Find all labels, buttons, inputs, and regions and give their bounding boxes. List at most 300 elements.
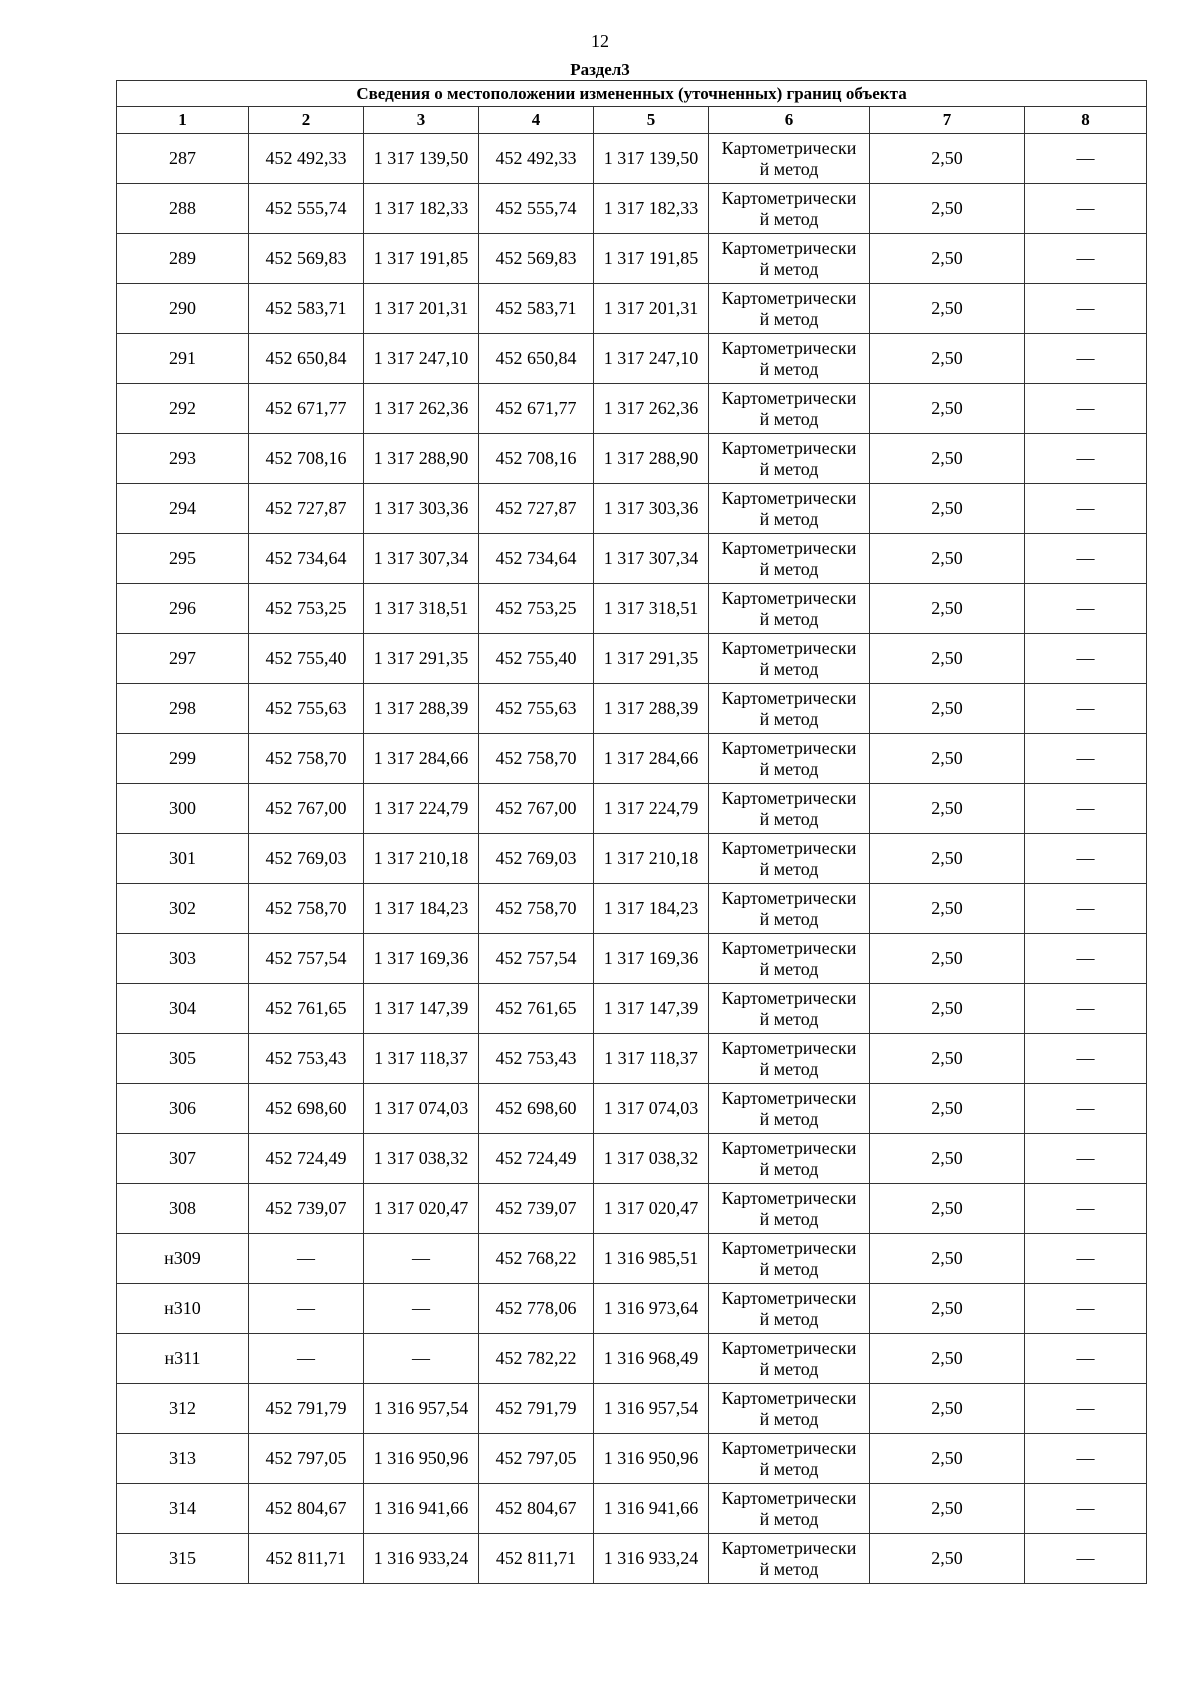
method-cell — [709, 734, 870, 784]
y-new-cell: 1 317 038,32 — [594, 1134, 709, 1184]
y-new-cell: 1 317 201,31 — [594, 284, 709, 334]
table-row — [117, 1234, 1147, 1284]
x-old-cell: 452 804,67 — [249, 1484, 364, 1534]
method-line-2: й метод — [759, 358, 819, 379]
y-old-cell: 1 316 933,24 — [364, 1534, 479, 1584]
y-old-cell: 1 317 262,36 — [364, 384, 479, 434]
method-cell — [709, 1534, 870, 1584]
y-new-cell: 1 317 182,33 — [594, 184, 709, 234]
col8-cell: — — [1025, 1284, 1147, 1334]
method-line-2: й метод — [759, 1208, 819, 1229]
x-new-cell: 452 739,07 — [479, 1184, 594, 1234]
precision-cell: 2,50 — [870, 1384, 1025, 1434]
y-old-cell: 1 317 224,79 — [364, 784, 479, 834]
x-old-cell: 452 811,71 — [249, 1534, 364, 1584]
y-new-cell: 1 317 224,79 — [594, 784, 709, 834]
x-old-cell: — — [249, 1284, 364, 1334]
method-line-1: Картометрически — [721, 737, 857, 758]
column-header-5: 5 — [594, 107, 709, 134]
method-cell — [709, 184, 870, 234]
method-cell — [709, 1334, 870, 1384]
table-row — [117, 1034, 1147, 1084]
x-old-cell: 452 583,71 — [249, 284, 364, 334]
column-header-3: 3 — [364, 107, 479, 134]
table-row — [117, 634, 1147, 684]
method-cell — [709, 384, 870, 434]
table-row — [117, 1184, 1147, 1234]
precision-cell: 2,50 — [870, 1534, 1025, 1584]
precision-cell: 2,50 — [870, 534, 1025, 584]
precision-cell: 2,50 — [870, 1434, 1025, 1484]
y-new-cell: 1 316 941,66 — [594, 1484, 709, 1534]
y-old-cell: 1 317 074,03 — [364, 1084, 479, 1134]
method-line-2: й метод — [759, 758, 819, 779]
x-new-cell: 452 811,71 — [479, 1534, 594, 1584]
point-number: 296 — [117, 584, 249, 634]
y-new-cell: 1 316 973,64 — [594, 1284, 709, 1334]
table-row — [117, 684, 1147, 734]
x-new-cell: 452 753,43 — [479, 1034, 594, 1084]
y-old-cell: — — [364, 1284, 479, 1334]
method-cell — [709, 484, 870, 534]
table-row — [117, 1134, 1147, 1184]
x-new-cell: 452 767,00 — [479, 784, 594, 834]
y-old-cell: 1 317 182,33 — [364, 184, 479, 234]
point-number: 303 — [117, 934, 249, 984]
method-line-1: Картометрически — [721, 437, 857, 458]
method-line-2: й метод — [759, 1408, 819, 1429]
y-new-cell: 1 317 147,39 — [594, 984, 709, 1034]
method-line-1: Картометрически — [721, 387, 857, 408]
precision-cell: 2,50 — [870, 284, 1025, 334]
method-cell — [709, 1284, 870, 1334]
point-number: 288 — [117, 184, 249, 234]
col8-cell: — — [1025, 784, 1147, 834]
point-number: 304 — [117, 984, 249, 1034]
table-row — [117, 484, 1147, 534]
y-new-cell: 1 317 169,36 — [594, 934, 709, 984]
column-header-7: 7 — [870, 107, 1025, 134]
table-row — [117, 584, 1147, 634]
x-new-cell: 452 734,64 — [479, 534, 594, 584]
precision-cell: 2,50 — [870, 1034, 1025, 1084]
table-row — [117, 384, 1147, 434]
precision-cell: 2,50 — [870, 484, 1025, 534]
point-number: 297 — [117, 634, 249, 684]
method-line-2: й метод — [759, 658, 819, 679]
x-new-cell: 452 724,49 — [479, 1134, 594, 1184]
col8-cell: — — [1025, 1184, 1147, 1234]
method-line-2: й метод — [759, 458, 819, 479]
y-new-cell: 1 317 020,47 — [594, 1184, 709, 1234]
method-line-2: й метод — [759, 1008, 819, 1029]
x-old-cell: 452 650,84 — [249, 334, 364, 384]
col8-cell: — — [1025, 284, 1147, 334]
x-new-cell: 452 769,03 — [479, 834, 594, 884]
x-old-cell: 452 727,87 — [249, 484, 364, 534]
table-body — [117, 134, 1147, 1584]
precision-cell: 2,50 — [870, 784, 1025, 834]
point-number: 289 — [117, 234, 249, 284]
table-row — [117, 984, 1147, 1034]
x-old-cell: 452 724,49 — [249, 1134, 364, 1184]
method-cell — [709, 1034, 870, 1084]
point-number: 295 — [117, 534, 249, 584]
x-old-cell: 452 755,63 — [249, 684, 364, 734]
method-line-1: Картометрически — [721, 237, 857, 258]
y-new-cell: 1 317 118,37 — [594, 1034, 709, 1084]
method-line-2: й метод — [759, 1508, 819, 1529]
x-new-cell: 452 650,84 — [479, 334, 594, 384]
method-cell — [709, 1434, 870, 1484]
point-number: 300 — [117, 784, 249, 834]
x-new-cell: 452 758,70 — [479, 734, 594, 784]
x-old-cell: 452 698,60 — [249, 1084, 364, 1134]
table-row — [117, 534, 1147, 584]
y-old-cell: 1 317 291,35 — [364, 634, 479, 684]
precision-cell: 2,50 — [870, 1284, 1025, 1334]
coordinates-table — [116, 80, 1147, 1584]
y-old-cell: 1 317 303,36 — [364, 484, 479, 534]
method-cell — [709, 434, 870, 484]
y-new-cell: 1 316 933,24 — [594, 1534, 709, 1584]
y-new-cell: 1 317 288,90 — [594, 434, 709, 484]
column-header-4: 4 — [479, 107, 594, 134]
method-line-1: Картометрически — [721, 1337, 857, 1358]
method-line-2: й метод — [759, 908, 819, 929]
method-line-1: Картометрически — [721, 937, 857, 958]
precision-cell: 2,50 — [870, 1084, 1025, 1134]
y-old-cell: 1 317 020,47 — [364, 1184, 479, 1234]
method-line-2: й метод — [759, 958, 819, 979]
table-row — [117, 834, 1147, 884]
y-old-cell: — — [364, 1234, 479, 1284]
method-line-2: й метод — [759, 1258, 819, 1279]
y-new-cell: 1 317 262,36 — [594, 384, 709, 434]
y-old-cell: 1 317 118,37 — [364, 1034, 479, 1084]
x-old-cell: 452 569,83 — [249, 234, 364, 284]
method-cell — [709, 534, 870, 584]
y-new-cell: 1 317 318,51 — [594, 584, 709, 634]
y-new-cell: 1 317 210,18 — [594, 834, 709, 884]
point-number: 307 — [117, 1134, 249, 1184]
x-new-cell: 452 757,54 — [479, 934, 594, 984]
method-cell — [709, 834, 870, 884]
table-row — [117, 884, 1147, 934]
method-cell — [709, 284, 870, 334]
method-line-2: й метод — [759, 158, 819, 179]
y-old-cell: 1 317 169,36 — [364, 934, 479, 984]
point-number: 312 — [117, 1384, 249, 1434]
method-line-1: Картометрически — [721, 637, 857, 658]
method-line-1: Картометрически — [721, 687, 857, 708]
y-old-cell: 1 317 307,34 — [364, 534, 479, 584]
method-line-2: й метод — [759, 1558, 819, 1579]
y-new-cell: 1 317 184,23 — [594, 884, 709, 934]
x-old-cell: 452 671,77 — [249, 384, 364, 434]
method-cell — [709, 1084, 870, 1134]
table-row — [117, 734, 1147, 784]
point-number: 305 — [117, 1034, 249, 1084]
method-line-1: Картометрически — [721, 1437, 857, 1458]
x-new-cell: 452 698,60 — [479, 1084, 594, 1134]
y-new-cell: 1 317 284,66 — [594, 734, 709, 784]
col8-cell: — — [1025, 584, 1147, 634]
col8-cell: — — [1025, 984, 1147, 1034]
precision-cell: 2,50 — [870, 934, 1025, 984]
col8-cell: — — [1025, 1134, 1147, 1184]
x-old-cell: 452 708,16 — [249, 434, 364, 484]
point-number: 315 — [117, 1534, 249, 1584]
method-line-1: Картометрически — [721, 787, 857, 808]
point-number: н310 — [117, 1284, 249, 1334]
col8-cell: — — [1025, 134, 1147, 184]
x-new-cell: 452 755,40 — [479, 634, 594, 684]
method-line-2: й метод — [759, 608, 819, 629]
table-row — [117, 1484, 1147, 1534]
table-row — [117, 1284, 1147, 1334]
precision-cell: 2,50 — [870, 184, 1025, 234]
method-line-1: Картометрически — [721, 137, 857, 158]
y-new-cell: 1 317 139,50 — [594, 134, 709, 184]
table-caption: Сведения о местоположении измененных (уточненных) границ объекта — [117, 81, 1147, 107]
col8-cell: — — [1025, 934, 1147, 984]
y-new-cell: 1 317 303,36 — [594, 484, 709, 534]
table-row — [117, 434, 1147, 484]
precision-cell: 2,50 — [870, 734, 1025, 784]
col8-cell: — — [1025, 734, 1147, 784]
method-line-1: Картометрически — [721, 1137, 857, 1158]
x-new-cell: 452 583,71 — [479, 284, 594, 334]
method-line-2: й метод — [759, 258, 819, 279]
method-line-1: Картометрически — [721, 1087, 857, 1108]
x-old-cell: 452 753,43 — [249, 1034, 364, 1084]
x-new-cell: 452 555,74 — [479, 184, 594, 234]
x-new-cell: 452 755,63 — [479, 684, 594, 734]
point-number: 306 — [117, 1084, 249, 1134]
y-old-cell: 1 316 941,66 — [364, 1484, 479, 1534]
point-number: 291 — [117, 334, 249, 384]
table-row — [117, 184, 1147, 234]
y-old-cell: 1 317 210,18 — [364, 834, 479, 884]
point-number: 313 — [117, 1434, 249, 1484]
x-old-cell: 452 791,79 — [249, 1384, 364, 1434]
col8-cell: — — [1025, 684, 1147, 734]
y-new-cell: 1 317 074,03 — [594, 1084, 709, 1134]
col8-cell: — — [1025, 1434, 1147, 1484]
method-cell — [709, 1384, 870, 1434]
column-header-2: 2 — [249, 107, 364, 134]
x-new-cell: 452 671,77 — [479, 384, 594, 434]
y-new-cell: 1 316 950,96 — [594, 1434, 709, 1484]
col8-cell: — — [1025, 1034, 1147, 1084]
section-title: Раздел3 — [570, 60, 630, 79]
col8-cell: — — [1025, 334, 1147, 384]
y-new-cell: 1 316 985,51 — [594, 1234, 709, 1284]
point-number: 293 — [117, 434, 249, 484]
x-old-cell: — — [249, 1334, 364, 1384]
column-header-8: 8 — [1025, 107, 1147, 134]
col8-cell: — — [1025, 834, 1147, 884]
point-number: 301 — [117, 834, 249, 884]
x-new-cell: 452 797,05 — [479, 1434, 594, 1484]
method-line-2: й метод — [759, 708, 819, 729]
method-cell — [709, 234, 870, 284]
method-cell — [709, 884, 870, 934]
method-line-1: Картометрически — [721, 837, 857, 858]
col8-cell: — — [1025, 884, 1147, 934]
method-line-1: Картометрически — [721, 1287, 857, 1308]
method-line-1: Картометрически — [721, 1187, 857, 1208]
precision-cell: 2,50 — [870, 634, 1025, 684]
column-header-6: 6 — [709, 107, 870, 134]
x-new-cell: 452 492,33 — [479, 134, 594, 184]
method-line-1: Картометрически — [721, 887, 857, 908]
x-new-cell: 452 804,67 — [479, 1484, 594, 1534]
column-header-row — [117, 107, 1147, 134]
y-old-cell: 1 317 284,66 — [364, 734, 479, 784]
y-old-cell: 1 317 201,31 — [364, 284, 479, 334]
x-old-cell: 452 758,70 — [249, 734, 364, 784]
method-line-1: Картометрически — [721, 337, 857, 358]
x-old-cell: 452 758,70 — [249, 884, 364, 934]
x-new-cell: 452 761,65 — [479, 984, 594, 1034]
col8-cell: — — [1025, 634, 1147, 684]
x-new-cell: 452 569,83 — [479, 234, 594, 284]
point-number: 287 — [117, 134, 249, 184]
point-number: 292 — [117, 384, 249, 434]
method-cell — [709, 634, 870, 684]
precision-cell: 2,50 — [870, 134, 1025, 184]
method-line-2: й метод — [759, 508, 819, 529]
point-number: н311 — [117, 1334, 249, 1384]
precision-cell: 2,50 — [870, 1234, 1025, 1284]
page-number: 12 — [591, 31, 609, 51]
method-line-2: й метод — [759, 408, 819, 429]
method-cell — [709, 334, 870, 384]
method-cell — [709, 1134, 870, 1184]
y-new-cell: 1 317 247,10 — [594, 334, 709, 384]
method-cell — [709, 934, 870, 984]
method-cell — [709, 584, 870, 634]
method-line-2: й метод — [759, 1358, 819, 1379]
method-cell — [709, 1184, 870, 1234]
method-line-2: й метод — [759, 1308, 819, 1329]
y-old-cell: 1 317 288,39 — [364, 684, 479, 734]
method-line-1: Картометрически — [721, 1487, 857, 1508]
method-line-1: Картометрически — [721, 987, 857, 1008]
table-row — [117, 1534, 1147, 1584]
method-line-2: й метод — [759, 308, 819, 329]
method-line-1: Картометрически — [721, 187, 857, 208]
x-new-cell: 452 782,22 — [479, 1334, 594, 1384]
x-new-cell: 452 753,25 — [479, 584, 594, 634]
y-old-cell: 1 317 191,85 — [364, 234, 479, 284]
method-line-2: й метод — [759, 1158, 819, 1179]
y-new-cell: 1 317 191,85 — [594, 234, 709, 284]
col8-cell: — — [1025, 534, 1147, 584]
table-row — [117, 284, 1147, 334]
col8-cell: — — [1025, 484, 1147, 534]
point-number: 294 — [117, 484, 249, 534]
col8-cell: — — [1025, 1484, 1147, 1534]
y-new-cell: 1 317 307,34 — [594, 534, 709, 584]
precision-cell: 2,50 — [870, 584, 1025, 634]
x-new-cell: 452 778,06 — [479, 1284, 594, 1334]
y-old-cell: 1 316 950,96 — [364, 1434, 479, 1484]
precision-cell: 2,50 — [870, 1184, 1025, 1234]
method-cell — [709, 684, 870, 734]
method-line-2: й метод — [759, 208, 819, 229]
method-cell — [709, 984, 870, 1034]
table-row — [117, 784, 1147, 834]
y-old-cell: 1 316 957,54 — [364, 1384, 479, 1434]
precision-cell: 2,50 — [870, 834, 1025, 884]
x-old-cell: — — [249, 1234, 364, 1284]
precision-cell: 2,50 — [870, 234, 1025, 284]
method-line-1: Картометрически — [721, 1037, 857, 1058]
precision-cell: 2,50 — [870, 334, 1025, 384]
method-cell — [709, 784, 870, 834]
method-cell — [709, 1484, 870, 1534]
point-number: 314 — [117, 1484, 249, 1534]
method-line-2: й метод — [759, 558, 819, 579]
y-old-cell: 1 317 038,32 — [364, 1134, 479, 1184]
col8-cell: — — [1025, 1234, 1147, 1284]
y-old-cell: 1 317 147,39 — [364, 984, 479, 1034]
x-old-cell: 452 734,64 — [249, 534, 364, 584]
y-new-cell: 1 316 957,54 — [594, 1384, 709, 1434]
method-line-2: й метод — [759, 858, 819, 879]
table-row — [117, 134, 1147, 184]
point-number: 302 — [117, 884, 249, 934]
x-old-cell: 452 555,74 — [249, 184, 364, 234]
col8-cell: — — [1025, 434, 1147, 484]
y-old-cell: 1 317 139,50 — [364, 134, 479, 184]
column-header-1: 1 — [117, 107, 249, 134]
method-line-1: Картометрически — [721, 1387, 857, 1408]
method-line-2: й метод — [759, 808, 819, 829]
y-old-cell: 1 317 288,90 — [364, 434, 479, 484]
table-row — [117, 1334, 1147, 1384]
table-row — [117, 234, 1147, 284]
y-old-cell: 1 317 247,10 — [364, 334, 479, 384]
table-row — [117, 334, 1147, 384]
table-row — [117, 934, 1147, 984]
method-line-1: Картометрически — [721, 537, 857, 558]
x-new-cell: 452 791,79 — [479, 1384, 594, 1434]
col8-cell: — — [1025, 1334, 1147, 1384]
table-row — [117, 1434, 1147, 1484]
method-line-2: й метод — [759, 1458, 819, 1479]
y-old-cell: 1 317 318,51 — [364, 584, 479, 634]
x-old-cell: 452 767,00 — [249, 784, 364, 834]
method-line-1: Картометрически — [721, 287, 857, 308]
precision-cell: 2,50 — [870, 884, 1025, 934]
y-old-cell: 1 317 184,23 — [364, 884, 479, 934]
x-new-cell: 452 727,87 — [479, 484, 594, 534]
point-number: н309 — [117, 1234, 249, 1284]
col8-cell: — — [1025, 1084, 1147, 1134]
precision-cell: 2,50 — [870, 434, 1025, 484]
x-old-cell: 452 761,65 — [249, 984, 364, 1034]
precision-cell: 2,50 — [870, 684, 1025, 734]
point-number: 298 — [117, 684, 249, 734]
x-old-cell: 452 755,40 — [249, 634, 364, 684]
col8-cell: — — [1025, 1534, 1147, 1584]
method-line-2: й метод — [759, 1108, 819, 1129]
x-old-cell: 452 739,07 — [249, 1184, 364, 1234]
